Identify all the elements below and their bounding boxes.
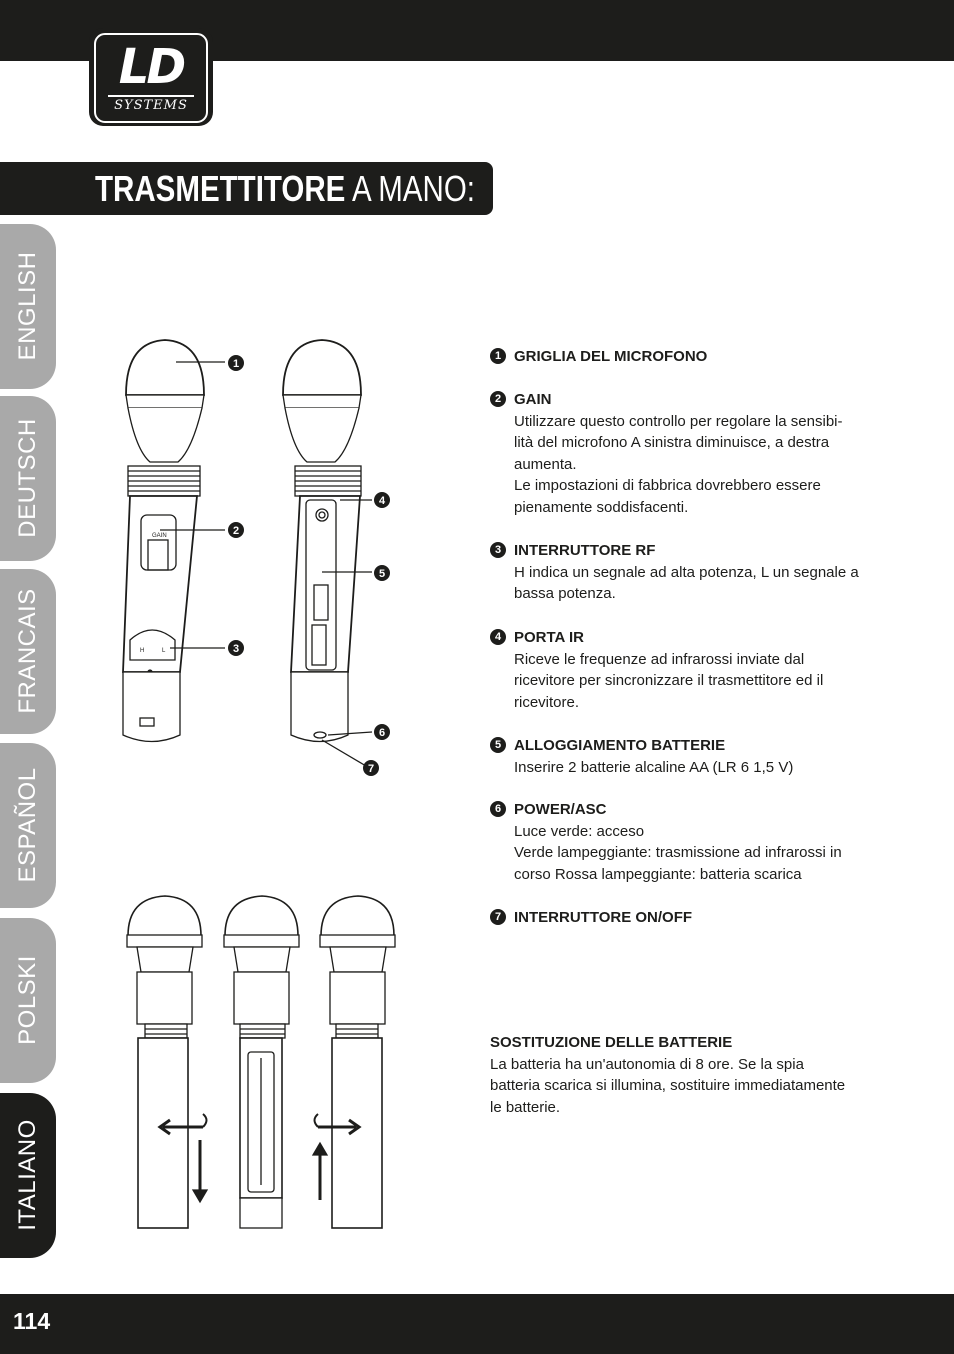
logo-main-text: LD: [118, 39, 184, 95]
number-5-icon: 5: [490, 737, 506, 753]
list-item: 7 INTERRUTTORE ON/OFF: [490, 907, 870, 929]
number-4-icon: 4: [490, 629, 506, 645]
tab-francais[interactable]: FRANCAIS: [0, 569, 56, 734]
svg-text:3: 3: [232, 643, 240, 655]
svg-text:GAIN: GAIN: [152, 533, 167, 539]
microphone-front-illustration: [123, 340, 225, 742]
svg-text:H: H: [140, 648, 145, 654]
features-list: [490, 346, 870, 929]
footer-bar: [0, 1294, 954, 1354]
svg-text:7: 7: [367, 763, 375, 775]
number-3-icon: 3: [490, 542, 506, 558]
tab-espanol[interactable]: ESPAÑOL: [0, 743, 56, 908]
page-number: 114: [13, 1308, 51, 1334]
svg-text:5: 5: [378, 568, 386, 580]
battery-replacement-illustration: [127, 896, 395, 1228]
battery-section-text: La batteria ha un'autonomia di 8 ore. Se la spia batteria scarica si illumina, sostituire immediatamente le batterie.: [490, 1055, 846, 1116]
battery-replacement-section: [490, 1032, 870, 1118]
page-title: TRASMETTITORE A MANO:: [95, 168, 475, 209]
list-item: 4 PORTA IR Riceve le frequenze ad infrarossi inviate dal ricevitore per sincronizzare il trasmettitore ed il ricevitore.: [490, 627, 870, 735]
tab-english[interactable]: ENGLISH: [0, 224, 56, 389]
list-item: 2 GAIN Utilizzare questo controllo per regolare la sensibi- lità del microfono A sinistra diminuisce, a destra aumenta. Le impostazioni di fabbrica dovrebbero essere pienamente soddisfacenti.: [490, 389, 870, 540]
logo-sub-text: SYSTEMS: [114, 98, 188, 113]
number-7-icon: 7: [490, 909, 506, 925]
tab-italiano[interactable]: ITALIANO: [0, 1093, 56, 1258]
number-6-icon: 6: [490, 801, 506, 817]
svg-text:6: 6: [378, 727, 386, 739]
tab-polski[interactable]: POLSKI: [0, 918, 56, 1083]
svg-text:1: 1: [232, 358, 240, 370]
svg-text:4: 4: [378, 495, 386, 507]
svg-text:L: L: [162, 648, 166, 654]
battery-section-title: SOSTITUZIONE DELLE BATTERIE: [490, 1034, 733, 1051]
svg-text:2: 2: [232, 525, 240, 537]
list-item: 3 INTERRUTTORE RF H indica un segnale ad alta potenza, L un segnale a bassa potenza.: [490, 540, 870, 627]
microphone-rear-illustration: [283, 340, 372, 766]
list-item: 1 GRIGLIA DEL MICROFONO: [490, 346, 870, 389]
list-item: 6 POWER/ASC Luce verde: acceso Verde lampeggiante: trasmissione ad infrarossi in corso Rossa lampeggiante: batteria scarica: [490, 799, 870, 907]
number-1-icon: 1: [490, 348, 506, 364]
list-item: 5 ALLOGGIAMENTO BATTERIE Inserire 2 batterie alcaline AA (LR 6 1,5 V): [490, 735, 870, 799]
tab-deutsch[interactable]: DEUTSCH: [0, 396, 56, 561]
number-2-icon: 2: [490, 391, 506, 407]
